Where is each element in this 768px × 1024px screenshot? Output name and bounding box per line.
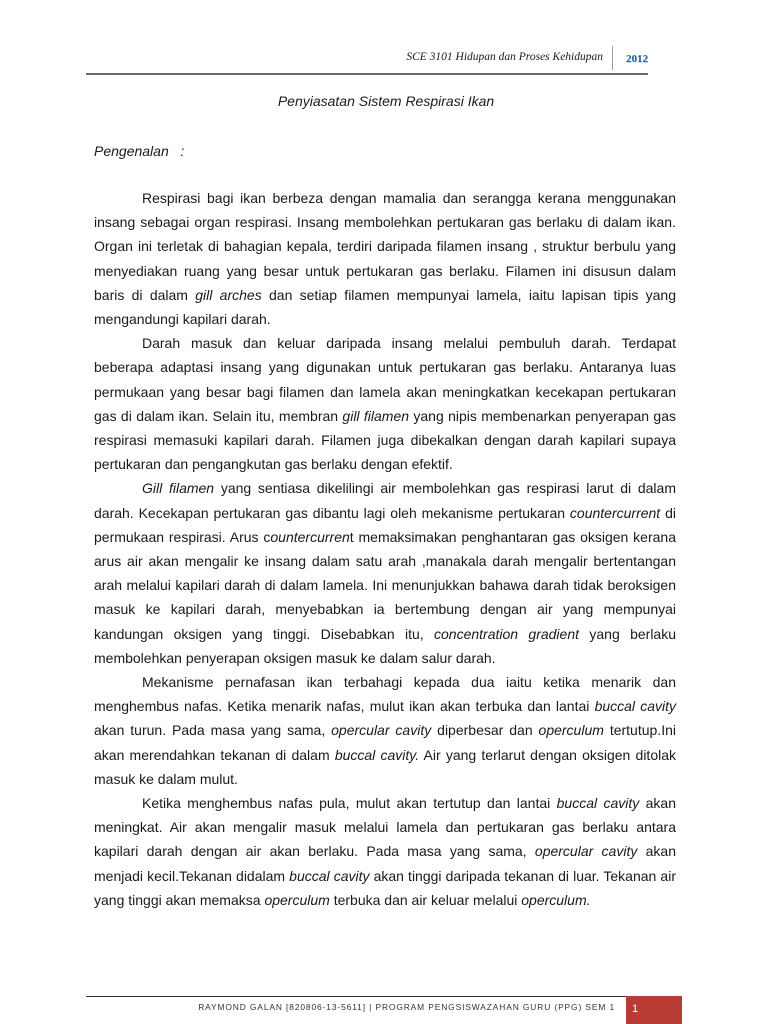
header-year: 2012 <box>612 46 648 70</box>
text-run: akan meningkat. Air akan mengalir masuk melalui lamela dan pertukaran gas berlaku antara kapilari darah dengan air akan berlaku. Pada masa yang sama, <box>94 795 676 860</box>
body-paragraph <box>94 476 676 670</box>
italic-term: concentration gradient <box>434 625 580 642</box>
text-run: akan menjadi kecil.Tekanan didalam <box>94 843 677 884</box>
text-run: Darah masuk dan keluar daripada insang melalui pembuluh darah. Terdapat beberapa adaptasi insang yang digunakan untuk pertukaran gas berlaku. Antaranya luas permukaan yang besar bagi filamen dan lamela akan meningkatkan kecekapan pertukaran gas di dalam ikan. Selain itu, membran <box>94 335 676 424</box>
italic-term: countercurrent <box>569 504 661 521</box>
header-divider <box>86 73 648 75</box>
italic-term: gill filamen <box>342 407 410 424</box>
italic-term: operculum <box>264 891 330 908</box>
text-run: Mekanisme pernafasan ikan terbahagi kepada dua iaitu ketika menarik dan menghembus nafas. Ketika menarik nafas, mulut ikan akan terbuka dan lantai <box>94 674 676 715</box>
italic-term: opercular cavity <box>534 843 638 860</box>
header-course-title: SCE 3101 Hidupan dan Proses Kehidupan <box>406 51 603 63</box>
italic-term: opercular cavity <box>331 722 432 739</box>
text-run: Respirasi bagi ikan berbeza dengan mamalia dan serangga kerana menggunakan insang sebagai organ respirasi. Insang membolehkan pertukaran gas berlaku di dalam ikan. Organ ini terletak di bahagian kepala, terdiri daripada filamen insang , struktur berbulu yang menyediakan ruang yang besar untuk pertukaran gas berlaku. Filamen ini disusun dalam baris di dalam <box>94 190 676 303</box>
text-run: akan tinggi daripada tekanan di luar. Tekanan air yang tinggi akan memaksa <box>94 867 676 908</box>
text-run: Air yang terlarut dengan oksigen ditolak masuk ke dalam mulut. <box>94 746 677 787</box>
text-run: yang sentiasa dikelilingi air membolehkan gas respirasi larut di dalam darah. Kecekapan pertukaran gas dibantu lagi oleh mekanisme pertukaran <box>94 480 676 521</box>
text-run: dan setiap filamen mempunyai lamela, iaitu lapisan tipis yang mengandungi kapilari darah. <box>94 286 677 328</box>
section-heading: Pengenalan : <box>94 143 185 159</box>
italic-term: gill arches <box>195 286 262 303</box>
text-run: tertutup.Ini akan merendahkan tekanan di dalam <box>94 722 676 763</box>
text-run: diperbesar dan <box>431 722 539 739</box>
text-run: yang nipis membenarkan penyerapan gas respirasi memasuki kapilari darah. Filamen juga dibekalkan dengan darah kapilari supaya pertukaran dan pengangkutan gas berlaku dengan efektif. <box>94 407 676 473</box>
italic-term: ountercurren <box>270 528 350 545</box>
body-paragraph <box>94 791 676 912</box>
italic-term: buccal cavity. <box>334 746 420 763</box>
footer-author-program: RAYMOND GALAN [820806-13-5611] | PROGRAM PENGSISWAZAHAN GURU (PPG) SEM 1 <box>198 1002 615 1012</box>
footer-divider <box>86 996 626 997</box>
body-text <box>94 186 676 912</box>
body-paragraph <box>94 670 676 791</box>
text-run: terbuka dan air keluar melalui <box>329 891 522 908</box>
italic-term: operculum. <box>521 891 591 908</box>
italic-term: Gill filamen <box>142 480 215 497</box>
text-run: yang berlaku membolehkan penyerapan oksigen masuk ke dalam salur darah. <box>94 625 676 666</box>
italic-term: buccal cavity <box>594 698 676 715</box>
text-run: Ketika menghembus nafas pula, mulut akan tertutup dan lantai <box>142 795 557 812</box>
page-number-badge: 1 <box>626 996 682 1024</box>
italic-term: buccal cavity <box>556 795 640 812</box>
italic-term: buccal cavity <box>289 867 370 884</box>
text-run: t memaksimakan penghantaran gas oksigen kerana arus air akan mengalir ke insang dalam satu arah ,manakala darah mengalir bertentangan arah melalui kapilari darah di dalam lamela. Ini menunjukkan bahawa darah tidak beroksigen masuk ke kapilari darah, menyebabkan ia bertembung dengan air yang mempunyai kandungan oksigen yang tinggi. Disebabkan itu, <box>94 528 676 642</box>
document-title: Penyiasatan Sistem Respirasi Ikan <box>277 93 495 109</box>
body-paragraph <box>94 186 676 331</box>
text-run: akan turun. Pada masa yang sama, <box>94 722 332 739</box>
text-run: di permukaan respirasi. Arus c <box>94 504 676 545</box>
body-paragraph <box>94 331 676 476</box>
italic-term: operculum <box>538 722 604 739</box>
